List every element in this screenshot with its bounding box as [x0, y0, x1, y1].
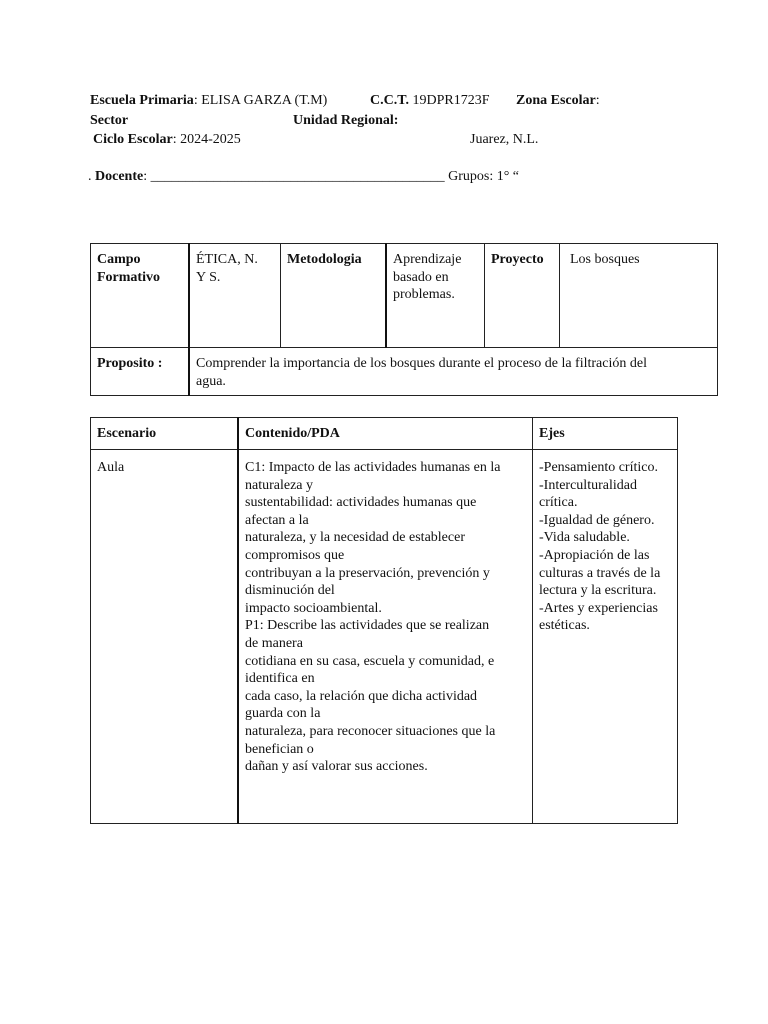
contenido-line: de manera: [245, 635, 303, 651]
proyecto-value-cell: [560, 244, 718, 348]
escenario-header-text: Escenario: [97, 426, 157, 441]
proposito-value-cell: [189, 348, 718, 396]
ejes-header: [533, 418, 678, 450]
metodologia-label: Metodologia: [287, 252, 362, 267]
zona-line: [516, 92, 600, 110]
table2-header-row: [91, 418, 678, 450]
proposito-value-line-2: agua.: [196, 373, 226, 389]
metodologia-label-cell: [281, 244, 387, 348]
ciclo-label: Ciclo Escolar: [93, 132, 173, 147]
table1-row-2: [91, 348, 718, 396]
contenido-line: afectan a la: [245, 512, 309, 528]
escuela-line: [90, 92, 327, 110]
escenario-value: Aula: [97, 460, 125, 475]
docente-label: Docente: [95, 169, 144, 184]
ejes-line: estéticas.: [539, 618, 590, 634]
unidad-line: [293, 112, 398, 130]
zona-value: :: [595, 93, 600, 108]
proposito-label: Proposito :: [97, 356, 163, 371]
metodologia-value-line-2: basado en: [393, 269, 449, 285]
campo-label-line-1: Campo: [97, 252, 141, 267]
contenido-line: guarda con la: [245, 706, 321, 722]
escuela-value: : ELISA GARZA (T.M): [193, 93, 328, 108]
escuela-label: Escuela Primaria: [90, 93, 194, 108]
campo-label-cell: [91, 244, 190, 348]
proyecto-value: Los bosques: [570, 252, 640, 267]
cct-value: 19DPR1723F: [409, 93, 490, 108]
metodologia-value-cell: [386, 244, 485, 348]
ejes-header-text: Ejes: [539, 426, 565, 441]
ejes-line: crítica.: [539, 495, 578, 511]
ejes-line: -Pensamiento crítico.: [539, 460, 658, 475]
cct-label: C.C.T.: [370, 93, 410, 108]
zona-label: Zona Escolar: [516, 93, 596, 108]
ciclo-line: [93, 131, 241, 149]
contenido-line: naturaleza y: [245, 477, 314, 493]
cct-line: [370, 92, 490, 110]
escenario-cell: [91, 450, 239, 824]
escenario-header: [91, 418, 239, 450]
contenido-line: dañan y así valorar sus acciones.: [245, 759, 428, 775]
docente-line: [88, 168, 519, 186]
contenido-line: cada caso, la relación que dicha actividad: [245, 688, 478, 704]
contenido-line: benefician o: [245, 741, 314, 757]
contenido-cell: [238, 450, 533, 824]
ejes-line: -Apropiación de las: [539, 547, 650, 563]
contenido-line: identifica en: [245, 671, 315, 687]
proposito-label-cell: [91, 348, 190, 396]
unidad-label: Unidad Regional:: [293, 113, 399, 128]
ejes-line: -Vida saludable.: [539, 530, 630, 546]
contenido-table: [90, 417, 678, 824]
ejes-line: -Artes y experiencias: [539, 600, 658, 616]
ejes-cell: [533, 450, 678, 824]
ciudad: Juarez, N.L.: [470, 132, 539, 147]
ejes-line: lectura y la escritura.: [539, 583, 657, 599]
campo-label-line-2: Formativo: [97, 269, 160, 285]
ejes-line: culturas a través de la: [539, 565, 661, 581]
contenido-header: [238, 418, 533, 450]
docente-value: : __________________________________________ Grupos: 1° “: [143, 169, 520, 184]
contenido-line: sustentabilidad: actividades humanas que: [245, 495, 477, 511]
contenido-header-text: Contenido/PDA: [245, 426, 340, 441]
campo-value-line-2: Y S.: [196, 269, 221, 285]
table1-row-1: [91, 244, 718, 348]
contenido-line: C1: Impacto de las actividades humanas en la: [245, 460, 501, 475]
contenido-line: naturaleza, y la necesidad de establecer: [245, 530, 465, 546]
proposito-value-line-1: Comprender la importancia de los bosques durante el proceso de la filtración del: [196, 356, 647, 371]
proyecto-label-cell: [485, 244, 560, 348]
sector-line: [90, 112, 128, 130]
ciclo-value: : 2024-2025: [172, 132, 241, 147]
contenido-line: cotidiana en su casa, escuela y comunidad, e: [245, 653, 495, 669]
contenido-line: P1: Describe las actividades que se realizan: [245, 618, 490, 634]
docente-prefix: .: [88, 169, 95, 184]
contenido-line: impacto socioambiental.: [245, 600, 382, 616]
campo-formativo-table: [90, 243, 718, 396]
metodologia-value-line-1: Aprendizaje: [393, 252, 462, 267]
ejes-line: -Interculturalidad: [539, 477, 637, 493]
ejes-line: -Igualdad de género.: [539, 512, 655, 528]
contenido-line: naturaleza, para reconocer situaciones que la: [245, 723, 496, 739]
contenido-line: compromisos que: [245, 547, 345, 563]
sector-label: Sector: [90, 113, 129, 128]
table2-body-row: [91, 450, 678, 824]
contenido-line: contribuyan a la preservación, prevención y: [245, 565, 490, 581]
proyecto-label: Proyecto: [491, 252, 544, 267]
campo-value-line-1: ÉTICA, N.: [196, 252, 258, 267]
contenido-line: disminución del: [245, 583, 335, 599]
campo-value-cell: [189, 244, 281, 348]
metodologia-value-line-3: problemas.: [393, 287, 455, 303]
